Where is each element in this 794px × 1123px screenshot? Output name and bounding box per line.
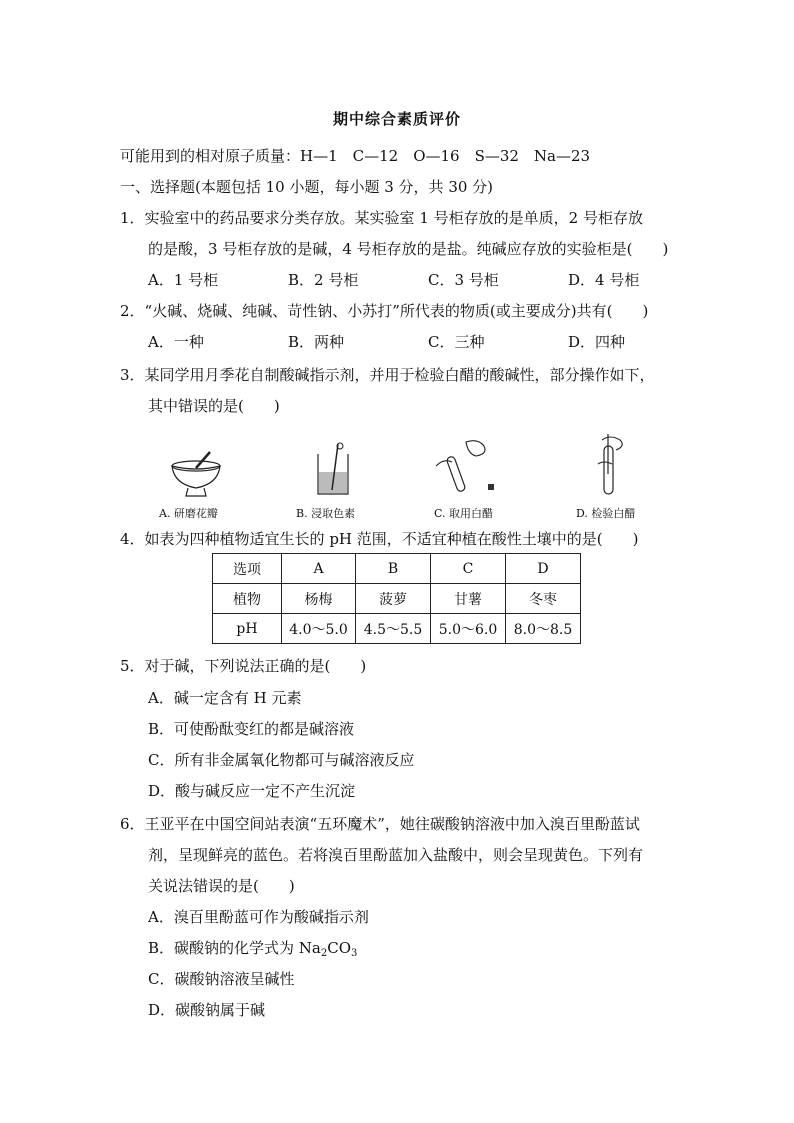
- beaker-illustration: [310, 440, 356, 498]
- subscript-3: 3: [351, 948, 358, 959]
- q3-stem-line2: 其中错误的是( ): [148, 397, 280, 415]
- table-cell: 4.0～5.0: [282, 614, 356, 644]
- q6-stem-line2: 剂，呈现鲜亮的蓝色。若将溴百里酚蓝加入盐酸中，则会呈现黄色。下列有: [148, 846, 644, 864]
- q2-option-d: D．四种: [568, 333, 626, 351]
- dropper-tube-illustration: [432, 436, 496, 498]
- table-cell: 选项: [213, 554, 282, 584]
- q5-stem: 5．对于碱，下列说法正确的是( ): [120, 657, 367, 675]
- q6-option-b-co: CO: [327, 939, 352, 957]
- table-row: [213, 554, 581, 584]
- q3-caption-a: A. 研磨花瓣: [159, 507, 218, 520]
- table-row: [213, 584, 581, 614]
- table-cell: 植物: [213, 584, 282, 614]
- q6-option-d: D．碳酸钠属于碱: [148, 1001, 266, 1019]
- q1-option-a: A．1 号柜: [148, 271, 219, 289]
- q6-option-b-text: B．碳酸钠的化学式为 Na: [148, 939, 321, 957]
- table-cell: 8.0～8.5: [506, 614, 581, 644]
- table-cell: 杨梅: [282, 584, 356, 614]
- q2-option-b: B．两种: [288, 333, 345, 351]
- q4-stem: 4．如表为四种植物适宜生长的 pH 范围，不适宜种植在酸性土壤中的是( ): [120, 530, 639, 548]
- q1-option-d: D．4 号柜: [568, 271, 640, 289]
- q5-option-b: B．可使酚酞变红的都是碱溶液: [148, 720, 355, 738]
- q2-option-c: C．三种: [428, 333, 485, 351]
- q6-option-c: C．碳酸钠溶液呈碱性: [148, 970, 295, 988]
- q5-option-a: A．碱一定含有 H 元素: [148, 689, 302, 707]
- q3-caption-d: D. 检验白醋: [576, 507, 636, 520]
- ph-table: [212, 553, 581, 644]
- q3-caption-c: C. 取用白醋: [434, 507, 494, 520]
- q1-stem-line2: 的是酸，3 号柜存放的是碱，4 号柜存放的是盐。纯碱应存放的实验柜是( ): [148, 240, 669, 258]
- q1-option-c: C．3 号柜: [428, 271, 499, 289]
- q6-option-b: [148, 938, 357, 958]
- q1-stem-line1: 1．实验室中的药品要求分类存放。某实验室 1 号柜存放的是单质，2 号柜存放: [120, 209, 643, 227]
- q2-stem: 2．“火碱、烧碱、纯碱、苛性钠、小苏打”所代表的物质(或主要成分)共有( ): [120, 302, 649, 320]
- table-cell: C: [431, 554, 506, 584]
- table-cell: 5.0～6.0: [431, 614, 506, 644]
- q6-stem-line3: 关说法错误的是( ): [148, 877, 295, 895]
- test-tube-illustration: [590, 434, 630, 498]
- q5-option-c: C．所有非金属氧化物都可与碱溶液反应: [148, 751, 415, 769]
- table-cell: A: [282, 554, 356, 584]
- table-cell: B: [356, 554, 431, 584]
- table-row: [213, 614, 581, 644]
- atomic-masses: 可能用到的相对原子质量：H—1 C—12 O—16 S—32 Na—23: [120, 147, 591, 165]
- table-cell: pH: [213, 614, 282, 644]
- table-cell: 菠萝: [356, 584, 431, 614]
- q6-stem-line1: 6．王亚平在中国空间站表演“五环魔术”，她往碳酸钠溶液中加入溴百里酚蓝试: [120, 815, 640, 833]
- table-cell: D: [506, 554, 581, 584]
- section-heading: 一、选择题(本题包括 10 小题，每小题 3 分，共 30 分): [120, 178, 494, 196]
- q3-stem-line1: 3．某同学用月季花自制酸碱指示剂，并用于检验白醋的酸碱性，部分操作如下，: [120, 366, 655, 384]
- mortar-pestle-illustration: [166, 450, 226, 500]
- q5-option-d: D．酸与碱反应一定不产生沉淀: [148, 782, 356, 800]
- page-title: 期中综合素质评价: [332, 110, 461, 128]
- q2-option-a: A．一种: [148, 333, 204, 351]
- q6-option-a: A．溴百里酚蓝可作为酸碱指示剂: [148, 908, 369, 926]
- q1-option-b: B．2 号柜: [288, 271, 359, 289]
- table-cell: 甘薯: [431, 584, 506, 614]
- q3-caption-b: B. 浸取色素: [296, 507, 356, 520]
- table-cell: 冬枣: [506, 584, 581, 614]
- subscript-2: 2: [320, 948, 328, 959]
- table-cell: 4.5～5.5: [356, 614, 431, 644]
